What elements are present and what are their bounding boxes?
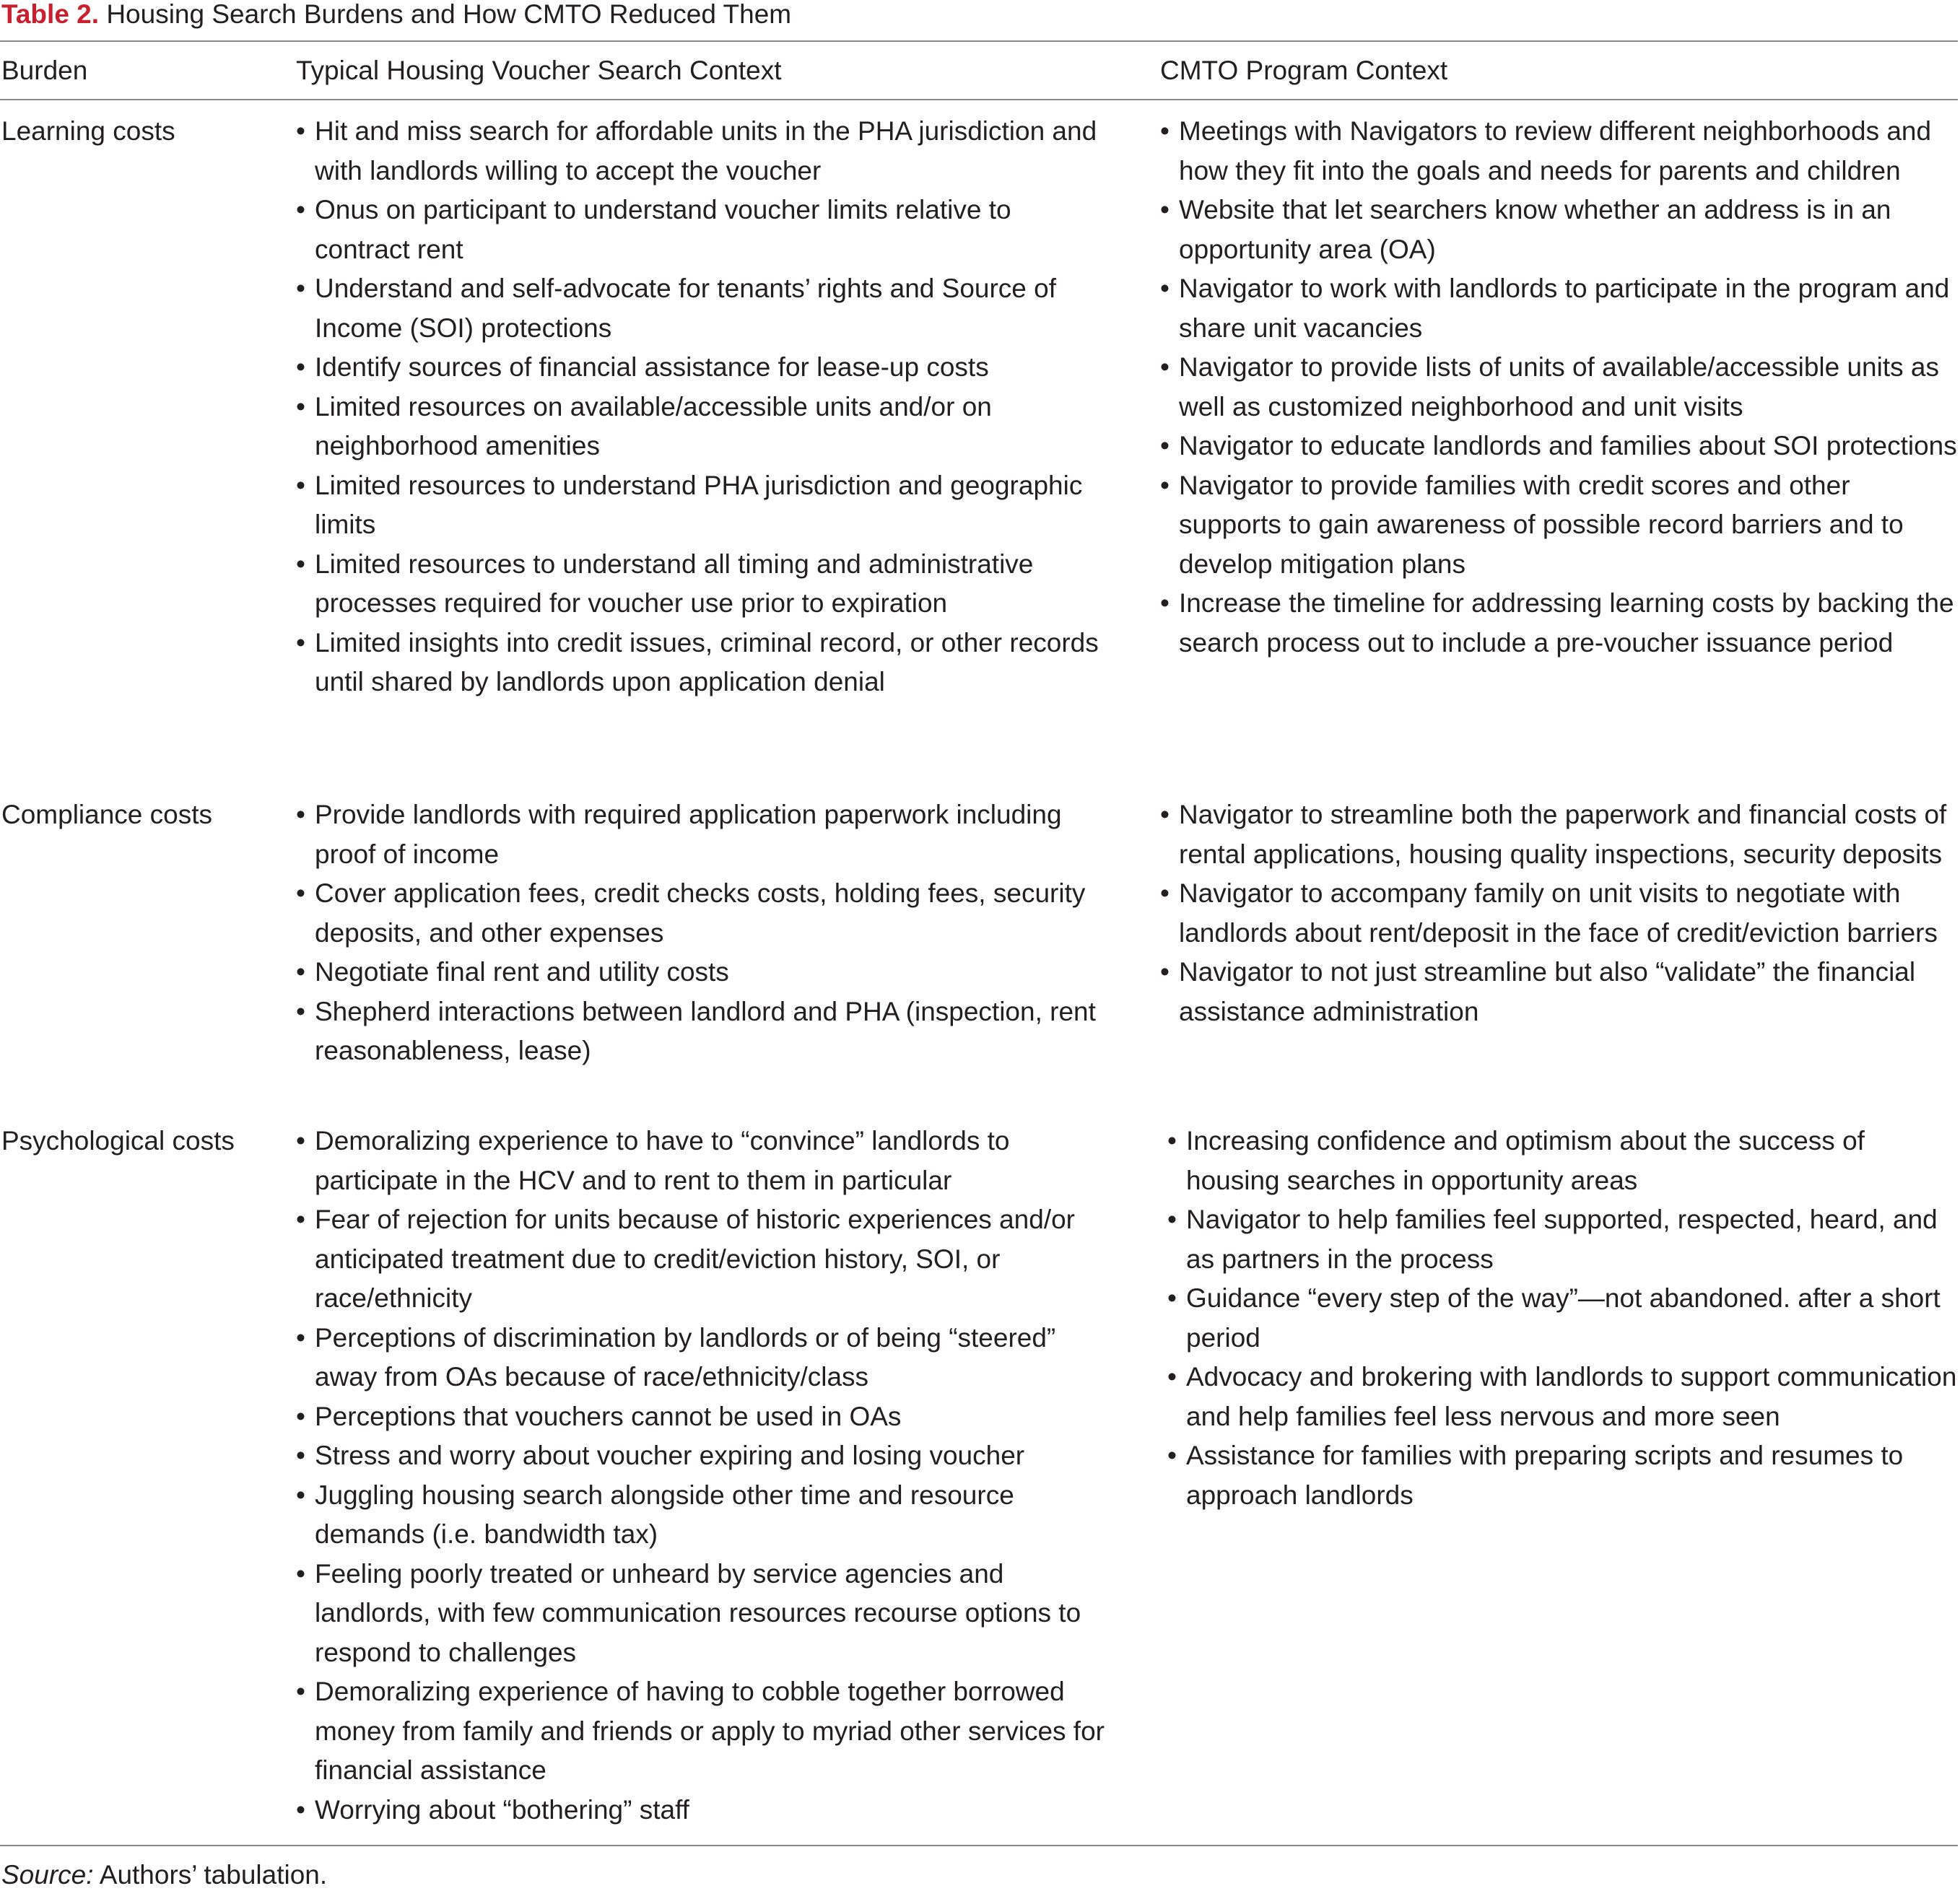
bullet: • <box>1160 274 1170 303</box>
source-text: Authors’ tabulation. <box>99 1860 328 1890</box>
bullet: • <box>296 627 305 658</box>
row-label-learning-costs: Learning costs <box>1 116 175 146</box>
list-item: • Website that let searchers know whether an address is in an opportunity area (OA) <box>1160 191 1958 269</box>
table-title: Housing Search Burdens and How CMTO Reduced Them <box>106 0 792 29</box>
list-item: • Navigator to help families feel supported, respected, heard, and as partners in the process <box>1167 1200 1958 1279</box>
bullet: • <box>296 800 305 829</box>
bullet: • <box>296 1205 305 1234</box>
bullet: • <box>296 1401 305 1431</box>
bullet: • <box>1160 800 1170 829</box>
bullet: • <box>296 996 305 1026</box>
bullet: • <box>296 549 305 579</box>
source-label: Source: <box>1 1860 94 1890</box>
list-item: • Navigator to accompany family on unit visits to negotiate with landlords about rent/deposit in the face of credit/eviction barriers <box>1160 874 1958 953</box>
list-item: • Limited insights into credit issues, criminal record, or other records until shared by landlords upon application denial <box>296 624 1112 702</box>
list-item: • Limited resources on available/accessible units and/or on neighborhood amenities <box>296 388 1112 466</box>
bullet: • <box>296 1558 305 1589</box>
list-item: • Stress and worry about voucher expiring and losing voucher <box>296 1436 1112 1476</box>
list-item: • Demoralizing experience to have to “convince” landlords to participate in the HCV and to rent to them in particular <box>296 1122 1112 1200</box>
bullet: • <box>1160 470 1170 500</box>
list-item: • Increasing confidence and optimism about the success of housing searches in opportunity areas <box>1167 1122 1958 1200</box>
bullet: • <box>296 1322 305 1353</box>
source-note <box>1 1859 327 1891</box>
list-item: • Worrying about “bothering” staff <box>296 1791 1112 1830</box>
list-item: • Shepherd interactions between landlord and PHA (inspection, rent reasonableness, lease) <box>296 992 1112 1071</box>
bullet: • <box>296 352 305 382</box>
bullet: • <box>1167 1205 1177 1234</box>
list-item: • Understand and self-advocate for tenants’ rights and Source of Income (SOI) protections <box>296 269 1112 348</box>
top-rule <box>0 40 1958 42</box>
list-item: • Increase the timeline for addressing learning costs by backing the search process out to include a pre-voucher issuance period <box>1160 584 1958 663</box>
bullet: • <box>1167 1362 1177 1392</box>
bottom-rule <box>0 1845 1958 1846</box>
list-item: • Limited resources to understand all timing and administrative processes required for voucher use prior to expiration <box>296 545 1112 624</box>
bullet: • <box>1167 1441 1177 1470</box>
psychological-cmto-list <box>1167 1122 1958 1515</box>
list-item: • Assistance for families with preparing scripts and resumes to approach landlords <box>1167 1436 1958 1515</box>
list-item: • Feeling poorly treated or unheard by service agencies and landlords, with few communication resources recourse options to respond to challenges <box>296 1555 1112 1673</box>
header-rule <box>0 99 1958 100</box>
bullet: • <box>1160 431 1170 460</box>
table-number: Table 2. <box>1 0 100 29</box>
bullet: • <box>1160 588 1170 618</box>
list-item: • Navigator to work with landlords to participate in the program and share unit vacancies <box>1160 269 1958 348</box>
bullet: • <box>296 195 305 224</box>
list-item: • Hit and miss search for affordable units in the PHA jurisdiction and with landlords willing to accept the voucher <box>296 112 1112 191</box>
list-item: • Perceptions that vouchers cannot be used in OAs <box>296 1397 1112 1437</box>
bullet: • <box>296 1677 305 1706</box>
bullet: • <box>1160 352 1170 382</box>
bullet: • <box>296 1794 305 1825</box>
row-label-psychological-costs: Psychological costs <box>1 1126 235 1156</box>
bullet: • <box>296 470 305 500</box>
bullet: • <box>296 1441 305 1470</box>
bullet: • <box>296 116 305 146</box>
list-item: • Cover application fees, credit checks costs, holding fees, security deposits, and other expenses <box>296 874 1112 953</box>
list-item: • Advocacy and brokering with landlords to support communication and help families feel less nervous and more seen <box>1167 1358 1958 1436</box>
list-item: • Navigator to provide lists of units of available/accessible units as well as customized neighborhood and unit visits <box>1160 348 1958 427</box>
table-caption <box>1 0 791 29</box>
column-header-burden: Burden <box>1 56 88 85</box>
column-header-typical: Typical Housing Voucher Search Context <box>296 56 782 85</box>
list-item: • Navigator to not just streamline but also “validate” the financial assistance administration <box>1160 953 1958 1031</box>
column-header-cmto: CMTO Program Context <box>1160 56 1448 85</box>
list-item: • Onus on participant to understand voucher limits relative to contract rent <box>296 191 1112 269</box>
list-item: • Perceptions of discrimination by landlords or of being “steered” away from OAs because of race/ethnicity/class <box>296 1319 1112 1397</box>
compliance-cmto-list <box>1160 795 1958 1031</box>
list-item: • Meetings with Navigators to review different neighborhoods and how they fit into the goals and needs for parents and children <box>1160 112 1958 191</box>
psychological-typical-list <box>296 1122 1112 1830</box>
list-item: • Navigator to provide families with credit scores and other supports to gain awareness of possible record barriers and to develop mitigation plans <box>1160 466 1958 585</box>
list-item: • Fear of rejection for units because of historic experiences and/or anticipated treatment due to credit/eviction history, SOI, or race/ethnicity <box>296 1200 1112 1319</box>
list-item: • Demoralizing experience of having to cobble together borrowed money from family and friends or apply to myriad other services for financial assistance <box>296 1672 1112 1791</box>
bullet: • <box>1160 116 1170 146</box>
list-item: • Provide landlords with required application paperwork including proof of income <box>296 795 1112 874</box>
bullet: • <box>1160 195 1170 224</box>
list-item: • Navigator to streamline both the paperwork and financial costs of rental applications, housing quality inspections, security deposits <box>1160 795 1958 874</box>
list-item: • Negotiate final rent and utility costs <box>296 953 1112 992</box>
learning-typical-list <box>296 112 1112 702</box>
bullet: • <box>1160 878 1170 908</box>
compliance-typical-list <box>296 795 1112 1071</box>
bullet: • <box>296 957 305 987</box>
list-item: • Identify sources of financial assistance for lease-up costs <box>296 348 1112 388</box>
learning-cmto-list <box>1160 112 1958 663</box>
row-label-compliance-costs: Compliance costs <box>1 800 213 829</box>
bullet: • <box>296 1480 305 1510</box>
bullet: • <box>296 1126 305 1156</box>
bullet: • <box>296 274 305 303</box>
list-item: • Juggling housing search alongside other time and resource demands (i.e. bandwidth tax) <box>296 1476 1112 1555</box>
bullet: • <box>296 878 305 908</box>
bullet: • <box>1167 1283 1177 1313</box>
list-item: • Limited resources to understand PHA jurisdiction and geographic limits <box>296 466 1112 545</box>
bullet: • <box>296 391 305 422</box>
list-item: • Guidance “every step of the way”—not abandoned. after a short period <box>1167 1279 1958 1358</box>
list-item: • Navigator to educate landlords and families about SOI protections <box>1160 427 1958 466</box>
bullet: • <box>1160 957 1170 987</box>
bullet: • <box>1167 1126 1177 1156</box>
